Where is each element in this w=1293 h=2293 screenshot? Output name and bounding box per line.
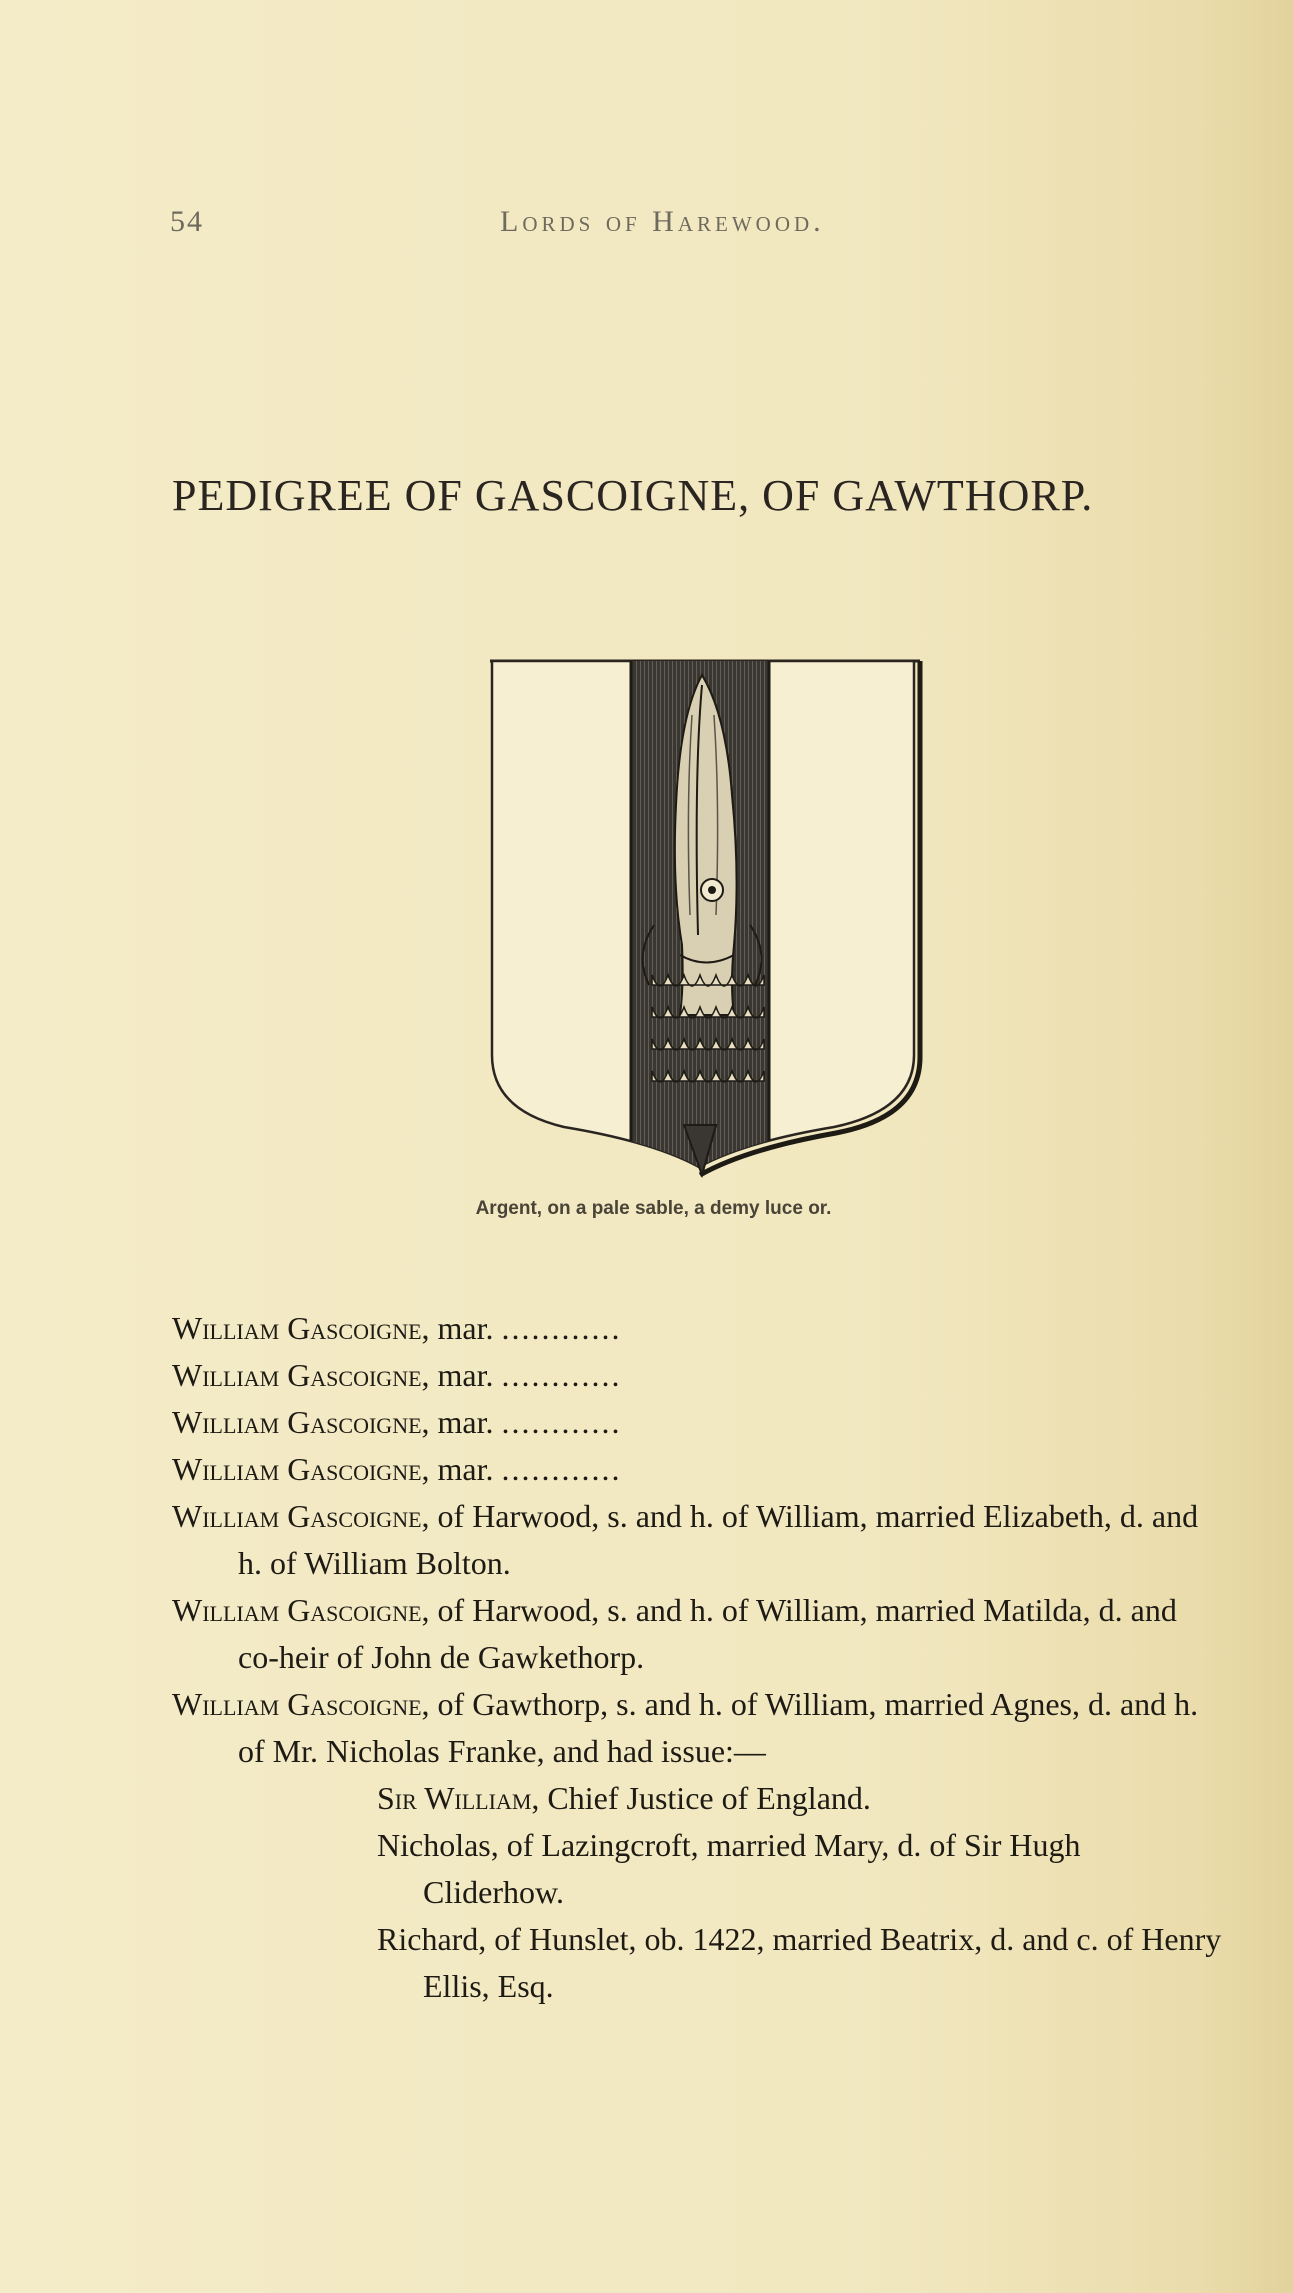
pedigree-entry bbox=[172, 1493, 1222, 1587]
entry-name: William bbox=[172, 1451, 280, 1487]
entry-dots: ............ bbox=[501, 1310, 622, 1346]
entry-surname: Gascoigne, bbox=[287, 1310, 430, 1346]
entry-text: mar. bbox=[429, 1404, 502, 1440]
page-number: 54 bbox=[170, 205, 204, 238]
entry-surname: Gascoigne, bbox=[287, 1686, 430, 1722]
issue-text: Chief Justice of England. bbox=[539, 1780, 871, 1816]
issue-text: Nicholas, of Lazingcroft, married Mary, d. of Sir Hugh Cliderhow. bbox=[377, 1827, 1081, 1910]
entry-surname: Gascoigne, bbox=[287, 1592, 430, 1628]
issue-lead: Sir William, bbox=[377, 1780, 540, 1816]
issue-text: Richard, of Hunslet, ob. 1422, married Beatrix, d. and c. of Henry Ellis, Esq. bbox=[377, 1921, 1222, 2004]
entry-text: of Harwood, s. and h. of William, married Matilda, d. and co-heir of John de Gawkethorp. bbox=[238, 1592, 1177, 1675]
entry-name: William bbox=[172, 1498, 280, 1534]
entry-name: William bbox=[172, 1310, 280, 1346]
entry-name: William bbox=[172, 1592, 280, 1628]
entry-text: of Gawthorp, s. and h. of William, married Agnes, d. and h. of Mr. Nicholas Franke, and had issue:— bbox=[238, 1686, 1199, 1769]
entry-surname: Gascoigne, bbox=[287, 1498, 430, 1534]
issue-list bbox=[172, 1775, 1222, 2010]
entry-text: mar. bbox=[429, 1357, 502, 1393]
entry-surname: Gascoigne, bbox=[287, 1357, 430, 1393]
issue-item bbox=[377, 1916, 1222, 2010]
entry-name: William bbox=[172, 1404, 280, 1440]
pedigree-entry bbox=[172, 1587, 1222, 1681]
issue-item bbox=[377, 1822, 1222, 1916]
entry-surname: Gascoigne, bbox=[287, 1404, 430, 1440]
pedigree-title: PEDIGREE OF GASCOIGNE, OF GAWTHORP. bbox=[172, 471, 1094, 520]
figure-caption: Argent, on a pale sable, a demy luce or. bbox=[475, 1198, 832, 1219]
running-title: Lords of Harewood. bbox=[500, 205, 825, 238]
entry-surname: Gascoigne, bbox=[287, 1451, 430, 1487]
pedigree-entry bbox=[172, 1305, 1222, 1352]
entry-dots: ............ bbox=[501, 1451, 622, 1487]
entry-text: of Harwood, s. and h. of William, married Elizabeth, d. and h. of William Bolton. bbox=[238, 1498, 1199, 1581]
entry-text: mar. bbox=[429, 1310, 502, 1346]
coat-of-arms bbox=[484, 655, 924, 1185]
issue-item bbox=[377, 1775, 1222, 1822]
pedigree-entry bbox=[172, 1399, 1222, 1446]
entry-name: William bbox=[172, 1357, 280, 1393]
shield-icon bbox=[484, 655, 924, 1185]
entry-text: mar. bbox=[429, 1451, 502, 1487]
entry-dots: ............ bbox=[501, 1404, 622, 1440]
pedigree-entries bbox=[172, 1305, 1222, 2010]
entry-dots: ............ bbox=[501, 1357, 622, 1393]
pedigree-entry bbox=[172, 1352, 1222, 1399]
pedigree-entry bbox=[172, 1681, 1222, 1775]
entry-name: William bbox=[172, 1686, 280, 1722]
pedigree-entry bbox=[172, 1446, 1222, 1493]
